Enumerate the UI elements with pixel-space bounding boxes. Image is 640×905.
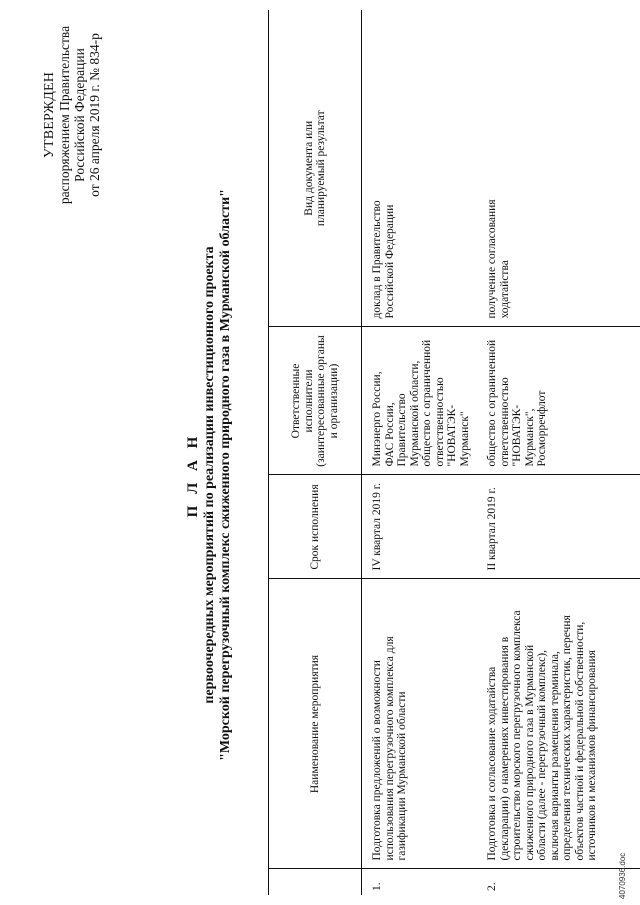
header-result: Вид документа или планируемый результат: [269, 10, 362, 327]
row-deadline: IV квартал 2019 г.: [362, 475, 478, 579]
row-executors: Минэнерго России, ФАС России, Правительство Мурманской области, общество с ограниченной ответственностью "НОВАТЭК- Мурманск": [362, 327, 478, 475]
row-number: 1.: [371, 882, 383, 891]
table-header-row: [269, 10, 362, 895]
row-result: доклад в Правительство Российской Федерации: [362, 10, 478, 327]
table-row: [362, 10, 478, 895]
approval-line-2: Российской Федерации: [72, 48, 87, 182]
header-executors: Ответственные исполнители (заинтересованные органы и организации): [269, 327, 362, 475]
approval-line-3: от 26 апреля 2019 г. № 834-р: [87, 33, 102, 197]
approval-title: УТВЕРЖДЕН: [42, 71, 57, 159]
table-row: [477, 10, 640, 895]
plan-title: П Л А Н: [185, 432, 201, 518]
row-name: Подготовка предложений о возможности использования перегрузочного комплекса для газификации Мурманской области: [362, 579, 478, 869]
row-number: 2.: [486, 882, 498, 891]
approval-line-1: распоряжением Правительства: [57, 25, 72, 205]
approval-stamp: [42, 25, 102, 205]
document-heading: [185, 175, 234, 775]
header-deadline: Срок исполнения: [269, 475, 362, 579]
row-name: Подготовка и согласование ходатайства (декларации) о намерениях инвестирования в строительство морского перегрузочного комплекса сжиженного природного газа в Мурманской области (далее - перегрузочный комплекс), включая варианты размещения терминала, определения технических характеристик, перечня объектов частной и федеральной собственности, источников и механизмов финансирования: [477, 579, 640, 869]
row-result: получение согласования ходатайства: [477, 10, 640, 327]
plan-table: [268, 10, 640, 895]
header-name: Наименование мероприятия: [269, 579, 362, 869]
plan-subtitle-2: "Морской перегрузочный комплекс сжиженного природного газа в Мурманской области": [218, 189, 233, 761]
row-deadline: II квартал 2019 г.: [477, 475, 640, 579]
document-file-code: 4070936.doc: [618, 852, 627, 899]
header-num: [269, 869, 362, 895]
plan-subtitle-1: первоочередных мероприятий по реализации инвестиционного проекта: [202, 246, 217, 704]
row-executors: общество с ограниченной ответственностью "НОВАТЭК- Мурманск", Росморречфлот: [477, 327, 640, 475]
